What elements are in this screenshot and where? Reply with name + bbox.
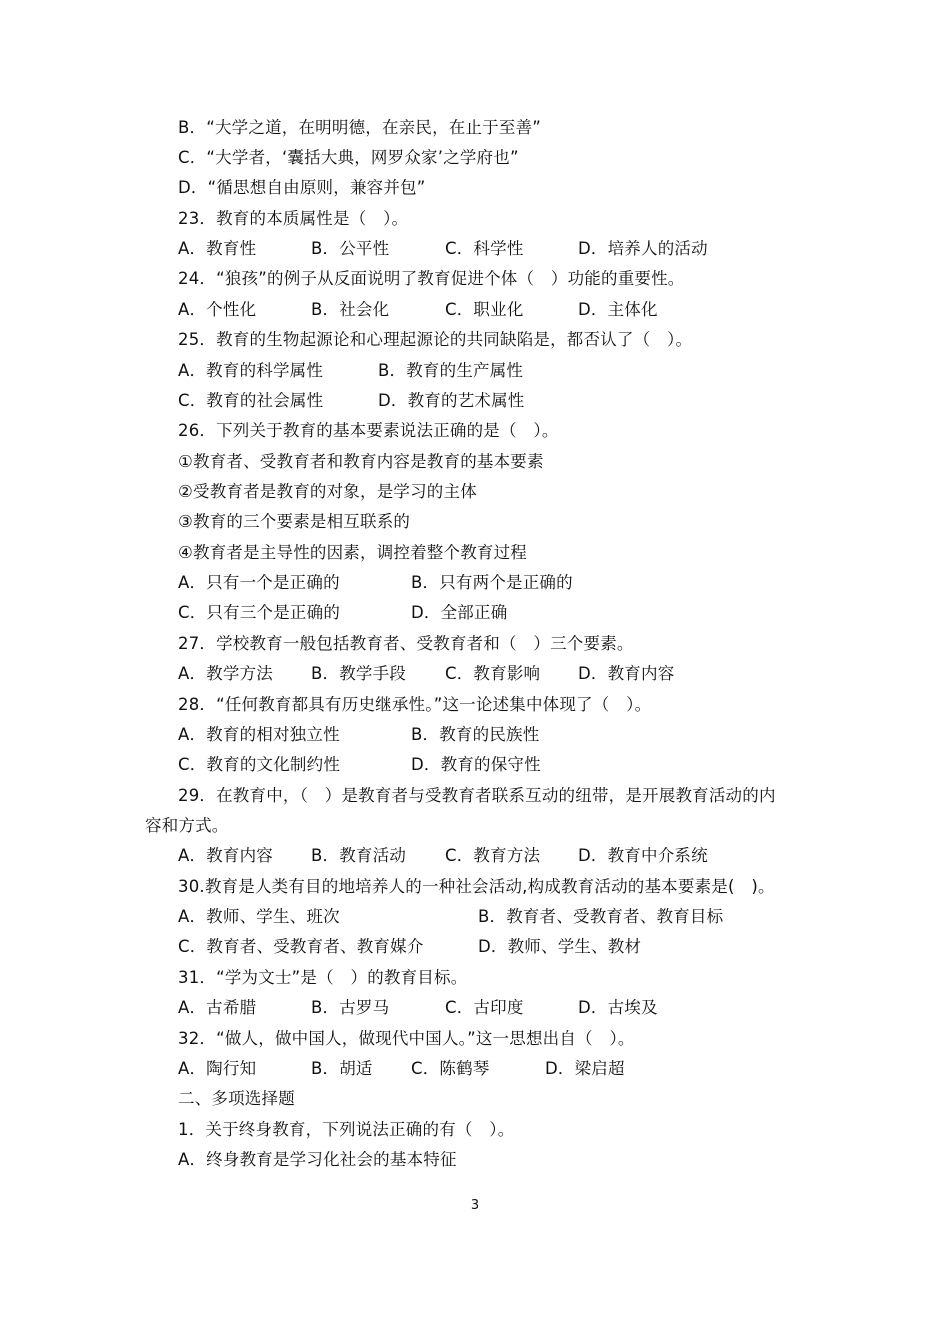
option: A．教学方法 — [178, 664, 273, 683]
question-32: 32．“做人，做中国人，做现代中国人。”这一思想出自（ ）。 — [178, 1029, 635, 1048]
option: B．公平性 — [311, 239, 390, 258]
question-24: 24．“狼孩”的例子从反面说明了教育促进个体（ ）功能的重要性。 — [178, 269, 685, 288]
option-line: A．终身教育是学习化社会的基本特征 — [178, 1150, 457, 1169]
section-heading: 二、多项选择题 — [178, 1089, 295, 1108]
option: C．只有三个是正确的 — [178, 603, 341, 622]
option: C．教育的社会属性 — [178, 391, 324, 410]
question-25: 25．教育的生物起源论和心理起源论的共同缺陷是，都否认了（ ）。 — [178, 330, 693, 349]
option: B．只有两个是正确的 — [411, 573, 573, 592]
option: C．陈鹤琴 — [411, 1059, 490, 1078]
option: D．教育的保守性 — [411, 755, 541, 774]
page-number: 3 — [470, 1198, 480, 1213]
statement-item: ②受教育者是教育的对象，是学习的主体 — [178, 482, 477, 501]
option: C．教育者、受教育者、教育媒介 — [178, 937, 424, 956]
option: A．个性化 — [178, 300, 257, 319]
question-27: 27．学校教育一般包括教育者、受教育者和（ ）三个要素。 — [178, 634, 634, 653]
option: C．科学性 — [445, 239, 524, 258]
question-26: 26．下列关于教育的基本要素说法正确的是（ ）。 — [178, 421, 559, 440]
question-31: 31．“学为文士”是（ ）的教育目标。 — [178, 968, 468, 987]
option: C．教育方法 — [445, 846, 541, 865]
option: D．古埃及 — [578, 998, 658, 1017]
question-28: 28．“任何教育都具有历史继承性。”这一论述集中体现了（ ）。 — [178, 695, 652, 714]
option-line: C．“大学者，‘囊括大典，网罗众家’之学府也” — [178, 148, 519, 167]
multi-question-1: 1．关于终身教育，下列说法正确的有（ ）。 — [178, 1120, 515, 1139]
option: D．梁启超 — [545, 1059, 625, 1078]
option: B．教育的民族性 — [411, 725, 540, 744]
statement-item: ③教育的三个要素是相互联系的 — [178, 512, 411, 531]
option: D．主体化 — [578, 300, 658, 319]
question-23: 23．教育的本质属性是（ ）。 — [178, 209, 409, 228]
option: A．教师、学生、班次 — [178, 907, 340, 926]
option: D．教育的艺术属性 — [378, 391, 525, 410]
option: B．社会化 — [311, 300, 390, 319]
option: D．教师、学生、教材 — [478, 937, 642, 956]
option: B．教育的生产属性 — [378, 361, 524, 380]
option: B．教育活动 — [311, 846, 407, 865]
option: B．教育者、受教育者、教育目标 — [478, 907, 724, 926]
question-30: 30.教育是人类有目的地培养人的一种社会活动,构成教育活动的基本要素是( )。 — [178, 877, 775, 896]
option: A．教育的相对独立性 — [178, 725, 340, 744]
option: B．教学手段 — [311, 664, 407, 683]
option: C．教育的文化制约性 — [178, 755, 341, 774]
option: A．教育的科学属性 — [178, 361, 324, 380]
option: C．职业化 — [445, 300, 524, 319]
option: A．陶行知 — [178, 1059, 257, 1078]
option: A．教育性 — [178, 239, 257, 258]
option: A．古希腊 — [178, 998, 257, 1017]
option: D．教育内容 — [578, 664, 675, 683]
option: B．古罗马 — [311, 998, 390, 1017]
option: B．胡适 — [311, 1059, 373, 1078]
option: C．古印度 — [445, 998, 524, 1017]
option: D．全部正确 — [411, 603, 508, 622]
statement-item: ①教育者、受教育者和教育内容是教育的基本要素 — [178, 452, 544, 471]
statement-item: ④教育者是主导性的因素，调控着整个教育过程 — [178, 543, 527, 562]
option: D．教育中介系统 — [578, 846, 708, 865]
option-line: B．“大学之道，在明明德，在亲民，在止于至善” — [178, 118, 542, 137]
question-29-continuation: 容和方式。 — [145, 816, 229, 835]
option: C．教育影响 — [445, 664, 541, 683]
question-29: 29．在教育中，（ ）是教育者与受教育者联系互动的纽带，是开展教育活动的内 — [178, 786, 776, 805]
option: A．教育内容 — [178, 846, 273, 865]
option-line: D．“循思想自由原则，兼容并包” — [178, 178, 426, 197]
option: D．培养人的活动 — [578, 239, 708, 258]
option: A．只有一个是正确的 — [178, 573, 340, 592]
